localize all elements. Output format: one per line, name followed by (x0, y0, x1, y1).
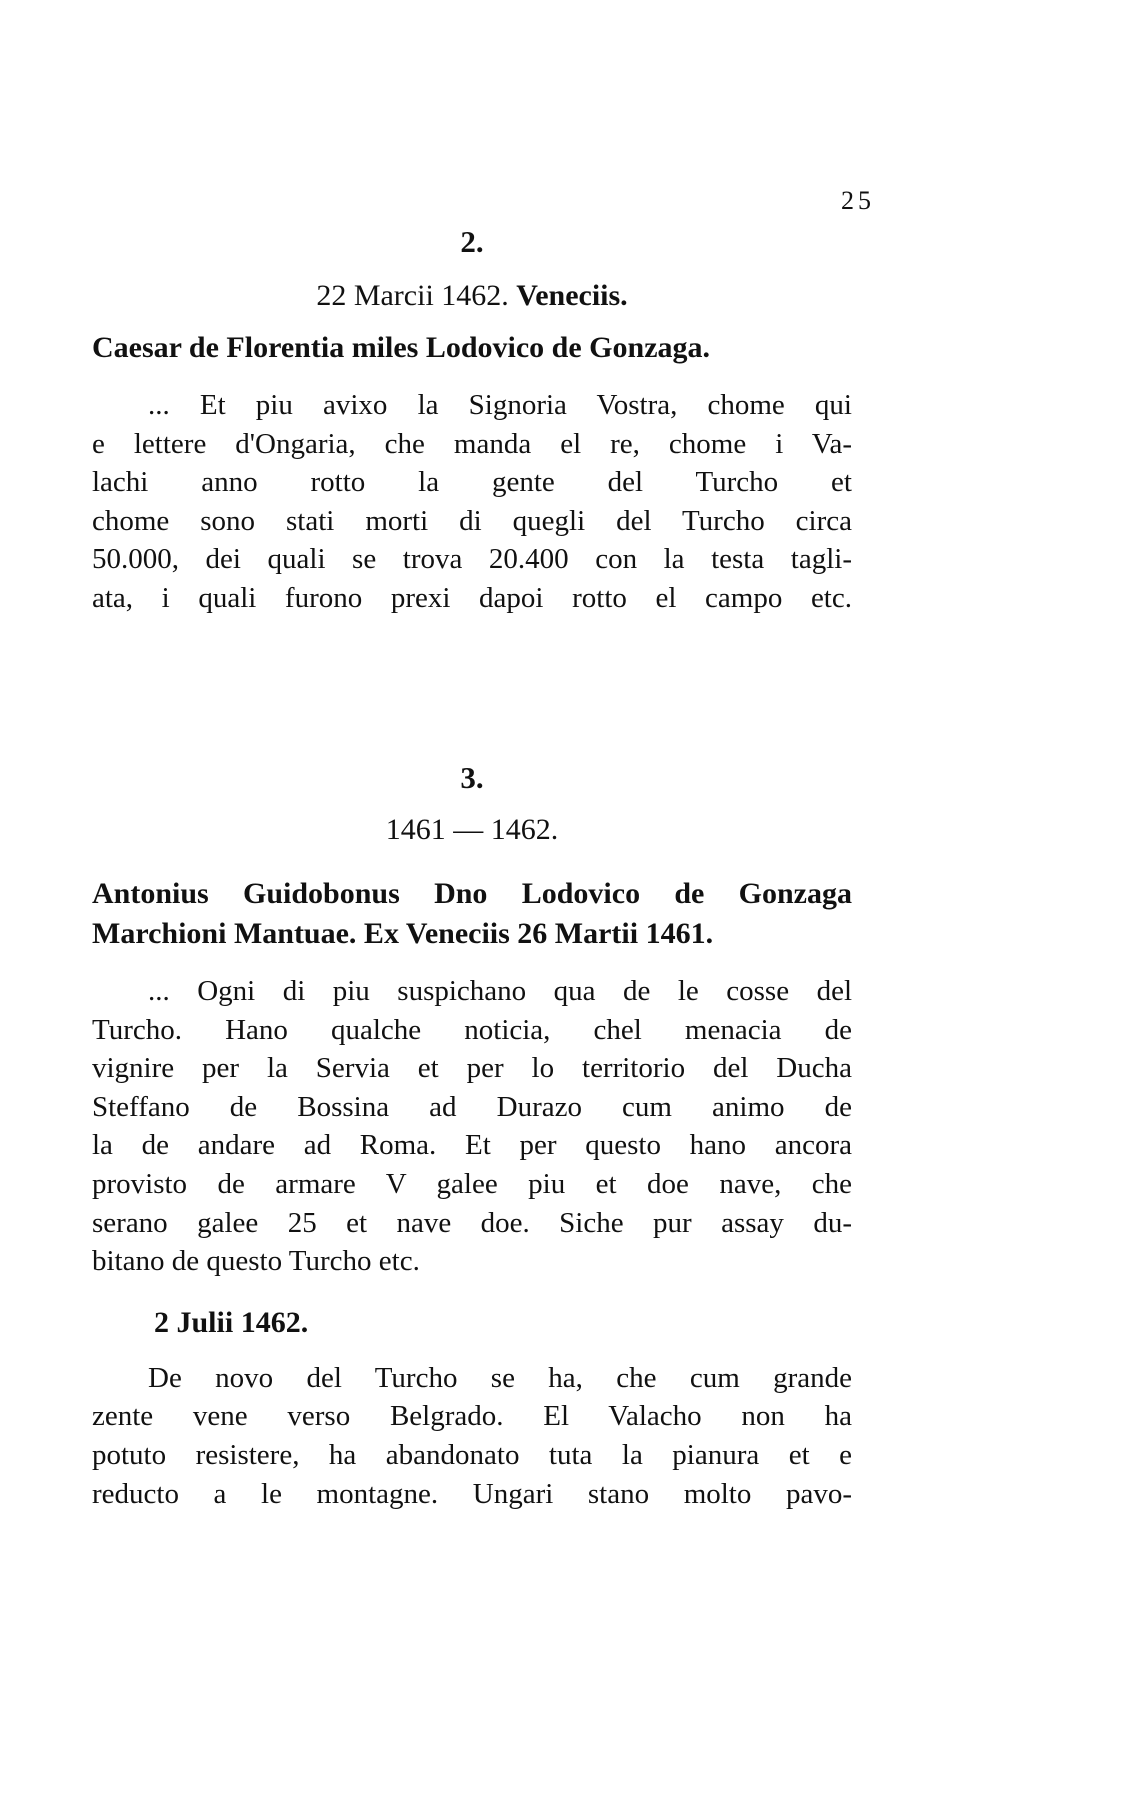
section-number: 3. (460, 760, 484, 795)
body-line: e lettere d'Ongaria, che manda el re, chome i Va- (92, 427, 852, 460)
body-line: vignire per la Servia et per lo territorio del Ducha (92, 1052, 852, 1085)
section-heading-line2: Marchioni Mantuae. Ex Veneciis 26 Martii 1461. (92, 917, 714, 950)
section-body (92, 972, 852, 1281)
section-date: 22 Marcii 1462. (316, 279, 509, 312)
body-line: lachi anno rotto la gente del Turcho et (92, 466, 852, 499)
section-body (92, 386, 852, 618)
body-line: Steffano de Bossina ad Durazo cum animo de (92, 1090, 852, 1123)
subsection-body (92, 1359, 852, 1513)
body-line: 50.000, dei quali se trova 20.400 con la testa tagli- (92, 543, 852, 576)
section-number: 2. (460, 224, 484, 259)
section-dateline (92, 276, 852, 316)
body-line: ata, i quali furono prexi dapoi rotto el campo etc. (92, 581, 852, 614)
body-line: zente vene verso Belgrado. El Valacho non ha (92, 1400, 852, 1433)
page-number: 25 (841, 186, 875, 215)
body-line: provisto de armare V galee piu et doe nave, che (92, 1167, 852, 1200)
body-line: ... Et piu avixo la Signoria Vostra, chome qui (148, 389, 852, 421)
body-line: Turcho. Hano qualche noticia, chel menacia de (92, 1013, 852, 1046)
subsection-date: 2 Julii 1462. (154, 1305, 309, 1339)
body-line: bitano de questo Turcho etc. (92, 1245, 420, 1278)
section-heading-line1: Antonius Guidobonus Dno Lodovico de Gonzaga (92, 877, 852, 910)
body-line: serano galee 25 et nave doe. Siche pur assay du- (92, 1206, 852, 1239)
section-heading: Caesar de Florentia miles Lodovico de Gonzaga. (92, 331, 711, 364)
body-line: De novo del Turcho se ha, che cum grande (148, 1361, 852, 1394)
body-line: potuto resistere, ha abandonato tuta la pianura et e (92, 1438, 852, 1471)
section-date: 1461 — 1462. (385, 813, 559, 846)
body-line: reducto a le montagne. Ungari stano molto pavo- (92, 1477, 852, 1510)
body-line: chome sono stati morti di quegli del Turcho circa (92, 504, 852, 537)
body-line: ... Ogni di piu suspichano qua de le cosse del (148, 975, 852, 1007)
body-line: la de andare ad Roma. Et per questo hano ancora (92, 1129, 852, 1162)
section-place: Veneciis. (516, 279, 628, 312)
section-3 (92, 758, 852, 1513)
section-2 (92, 222, 852, 618)
